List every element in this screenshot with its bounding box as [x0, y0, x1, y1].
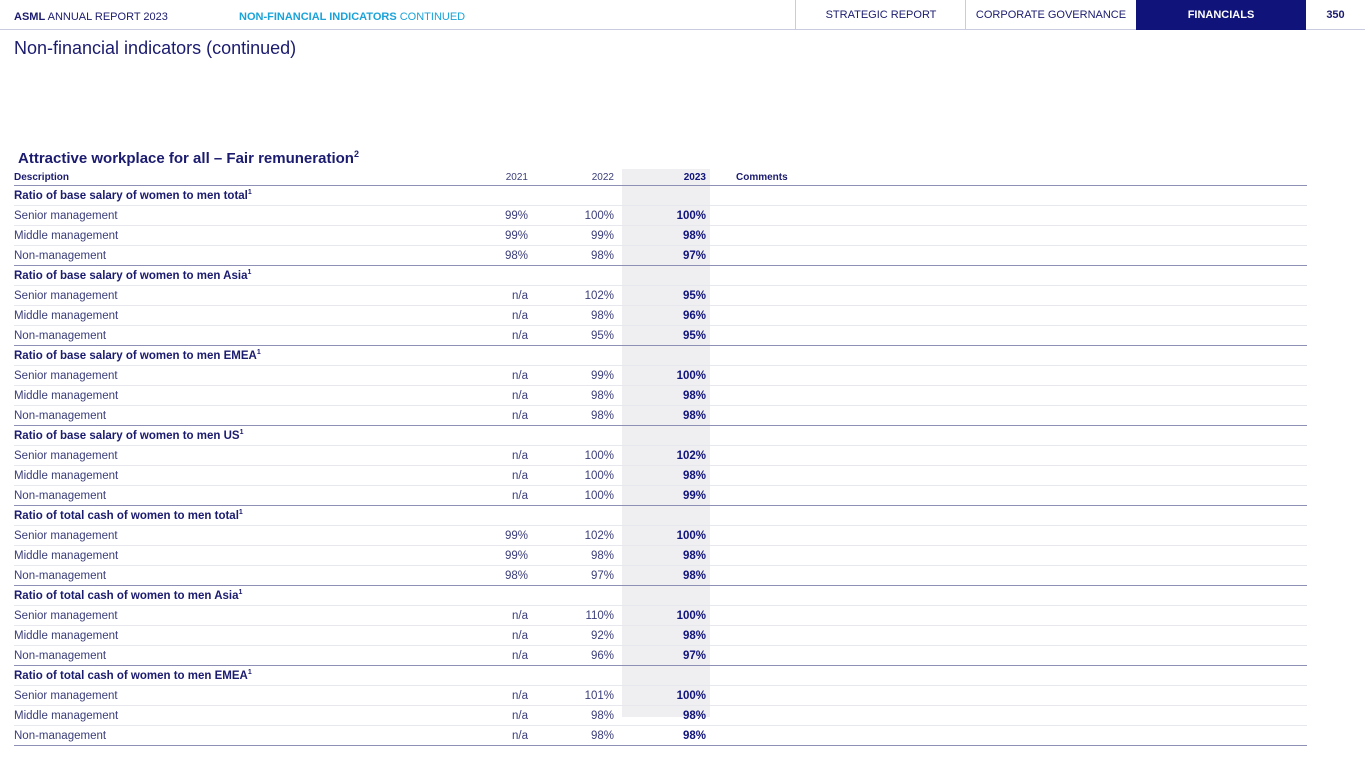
- comment-cell: [710, 226, 1307, 246]
- value-2021: n/a: [444, 706, 528, 726]
- empty-cell: [444, 346, 528, 366]
- table-row: [14, 306, 1307, 326]
- value-2022: 98%: [528, 386, 622, 406]
- comment-cell: [710, 686, 1307, 706]
- empty-cell: [444, 586, 528, 606]
- row-label: Middle management: [14, 306, 444, 326]
- value-2023: 98%: [622, 466, 710, 486]
- table-title-text: Attractive workplace for all – Fair remuneration: [18, 150, 354, 167]
- group-heading-text: Ratio of total cash of women to men Asia: [14, 589, 239, 602]
- comment-cell: [710, 526, 1307, 546]
- table-row: [14, 446, 1307, 466]
- group-heading: [14, 426, 444, 446]
- table-group-row: [14, 666, 1307, 686]
- row-label: Non-management: [14, 406, 444, 426]
- table-group-row: [14, 186, 1307, 206]
- table-group-row: [14, 586, 1307, 606]
- row-label: Senior management: [14, 446, 444, 466]
- group-heading: [14, 186, 444, 206]
- page-number: 350: [1326, 9, 1345, 21]
- value-2021: n/a: [444, 286, 528, 306]
- table-row: [14, 546, 1307, 566]
- value-2022: 102%: [528, 526, 622, 546]
- table-row: [14, 286, 1307, 306]
- table-row: [14, 206, 1307, 226]
- empty-cell: [622, 346, 710, 366]
- empty-cell: [710, 266, 1307, 286]
- comment-cell: [710, 286, 1307, 306]
- value-2021: 99%: [444, 206, 528, 226]
- value-2021: n/a: [444, 646, 528, 666]
- row-label: Senior management: [14, 526, 444, 546]
- column-header-comments: Comments: [710, 169, 1307, 186]
- table-row: [14, 466, 1307, 486]
- value-2023: 98%: [622, 626, 710, 646]
- value-2023: 100%: [622, 686, 710, 706]
- value-2022: 99%: [528, 226, 622, 246]
- group-heading-footnote: 1: [238, 589, 243, 597]
- value-2021: 98%: [444, 246, 528, 266]
- value-2022: 98%: [528, 546, 622, 566]
- value-2023: 97%: [622, 646, 710, 666]
- value-2022: 98%: [528, 726, 622, 746]
- group-heading-text: Ratio of base salary of women to men EMEA: [14, 349, 257, 362]
- value-2021: n/a: [444, 626, 528, 646]
- value-2021: 99%: [444, 226, 528, 246]
- row-label: Senior management: [14, 286, 444, 306]
- section-suffix: CONTINUED: [399, 11, 466, 23]
- comment-cell: [710, 606, 1307, 626]
- column-header-description: Description: [14, 169, 444, 186]
- row-label: Middle management: [14, 706, 444, 726]
- value-2023: 99%: [622, 486, 710, 506]
- value-2021: 99%: [444, 526, 528, 546]
- value-2023: 98%: [622, 566, 710, 586]
- table-group-row: [14, 506, 1307, 526]
- section-breadcrumb[interactable]: [239, 11, 465, 23]
- tab-strategic-report[interactable]: STRATEGIC REPORT: [795, 0, 966, 30]
- report-name: ANNUAL REPORT 2023: [47, 11, 168, 23]
- row-label: Middle management: [14, 626, 444, 646]
- table-body: [14, 169, 1307, 746]
- table-group-row: [14, 426, 1307, 446]
- empty-cell: [444, 506, 528, 526]
- value-2022: 95%: [528, 326, 622, 346]
- row-label: Non-management: [14, 726, 444, 746]
- value-2023: 100%: [622, 606, 710, 626]
- column-header-2021: 2021: [444, 169, 528, 186]
- row-label: Non-management: [14, 646, 444, 666]
- value-2022: 101%: [528, 686, 622, 706]
- value-2021: n/a: [444, 486, 528, 506]
- row-label: Middle management: [14, 546, 444, 566]
- value-2022: 110%: [528, 606, 622, 626]
- empty-cell: [528, 266, 622, 286]
- table-row: [14, 706, 1307, 726]
- group-heading-text: Ratio of total cash of women to men total: [14, 509, 239, 522]
- value-2022: 99%: [528, 366, 622, 386]
- group-heading-footnote: 1: [239, 429, 244, 437]
- value-2021: n/a: [444, 466, 528, 486]
- table-row: [14, 686, 1307, 706]
- group-heading-footnote: 1: [238, 509, 243, 517]
- tab-financials[interactable]: FINANCIALS: [1136, 0, 1306, 30]
- row-label: Non-management: [14, 246, 444, 266]
- tab-corporate-governance[interactable]: CORPORATE GOVERNANCE: [965, 0, 1136, 30]
- table-row: [14, 326, 1307, 346]
- empty-cell: [444, 266, 528, 286]
- table-row: [14, 526, 1307, 546]
- value-2022: 100%: [528, 486, 622, 506]
- comment-cell: [710, 486, 1307, 506]
- value-2022: 97%: [528, 566, 622, 586]
- column-header-2023: 2023: [622, 169, 710, 186]
- comment-cell: [710, 566, 1307, 586]
- value-2023: 98%: [622, 546, 710, 566]
- table-group-row: [14, 346, 1307, 366]
- column-header-2022: 2022: [528, 169, 622, 186]
- table-title-footnote: 2: [353, 149, 359, 159]
- group-heading-footnote: 1: [247, 669, 252, 677]
- value-2023: 100%: [622, 526, 710, 546]
- table-row: [14, 246, 1307, 266]
- empty-cell: [528, 346, 622, 366]
- empty-cell: [622, 266, 710, 286]
- empty-cell: [444, 426, 528, 446]
- value-2022: 98%: [528, 306, 622, 326]
- table-title: [18, 149, 359, 167]
- empty-cell: [622, 506, 710, 526]
- value-2021: n/a: [444, 406, 528, 426]
- group-heading: [14, 586, 444, 606]
- comment-cell: [710, 306, 1307, 326]
- row-label: Senior management: [14, 606, 444, 626]
- row-label: Middle management: [14, 386, 444, 406]
- table-row: [14, 566, 1307, 586]
- table-row: [14, 386, 1307, 406]
- table-row: [14, 626, 1307, 646]
- group-heading-footnote: 1: [247, 269, 252, 277]
- report-brand: [14, 11, 168, 23]
- value-2022: 92%: [528, 626, 622, 646]
- empty-cell: [710, 346, 1307, 366]
- remuneration-table: [14, 169, 1307, 746]
- value-2022: 100%: [528, 206, 622, 226]
- value-2022: 102%: [528, 286, 622, 306]
- value-2021: n/a: [444, 366, 528, 386]
- value-2022: 98%: [528, 406, 622, 426]
- row-label: Non-management: [14, 486, 444, 506]
- empty-cell: [528, 586, 622, 606]
- value-2021: n/a: [444, 326, 528, 346]
- comment-cell: [710, 246, 1307, 266]
- value-2023: 100%: [622, 206, 710, 226]
- row-label: Middle management: [14, 226, 444, 246]
- value-2023: 98%: [622, 706, 710, 726]
- top-navigation-bar: [0, 0, 1365, 30]
- table-row: [14, 366, 1307, 386]
- group-heading: [14, 346, 444, 366]
- table-row: [14, 226, 1307, 246]
- comment-cell: [710, 366, 1307, 386]
- value-2023: 95%: [622, 286, 710, 306]
- value-2023: 97%: [622, 246, 710, 266]
- empty-cell: [444, 186, 528, 206]
- comment-cell: [710, 646, 1307, 666]
- section-name: NON-FINANCIAL INDICATORS: [239, 11, 397, 23]
- value-2023: 96%: [622, 306, 710, 326]
- table-row: [14, 726, 1307, 746]
- empty-cell: [444, 666, 528, 686]
- row-label: Senior management: [14, 366, 444, 386]
- group-heading-text: Ratio of base salary of women to men US: [14, 429, 240, 442]
- empty-cell: [528, 186, 622, 206]
- value-2021: n/a: [444, 726, 528, 746]
- row-label: Senior management: [14, 686, 444, 706]
- value-2023: 98%: [622, 226, 710, 246]
- group-heading-footnote: 1: [247, 189, 252, 197]
- value-2023: 98%: [622, 386, 710, 406]
- empty-cell: [622, 586, 710, 606]
- row-label: Non-management: [14, 326, 444, 346]
- empty-cell: [710, 426, 1307, 446]
- comment-cell: [710, 546, 1307, 566]
- comment-cell: [710, 706, 1307, 726]
- comment-cell: [710, 466, 1307, 486]
- comment-cell: [710, 446, 1307, 466]
- empty-cell: [710, 186, 1307, 206]
- comment-cell: [710, 326, 1307, 346]
- value-2021: n/a: [444, 606, 528, 626]
- table-row: [14, 486, 1307, 506]
- value-2021: n/a: [444, 446, 528, 466]
- value-2022: 98%: [528, 706, 622, 726]
- group-heading-text: Ratio of base salary of women to men Asia: [14, 269, 248, 282]
- table-row: [14, 646, 1307, 666]
- group-heading: [14, 506, 444, 526]
- value-2021: n/a: [444, 306, 528, 326]
- value-2022: 100%: [528, 466, 622, 486]
- value-2022: 98%: [528, 246, 622, 266]
- group-heading-footnote: 1: [256, 349, 261, 357]
- empty-cell: [528, 506, 622, 526]
- comment-cell: [710, 386, 1307, 406]
- row-label: Middle management: [14, 466, 444, 486]
- value-2021: n/a: [444, 686, 528, 706]
- value-2021: 99%: [444, 546, 528, 566]
- empty-cell: [622, 426, 710, 446]
- value-2021: 98%: [444, 566, 528, 586]
- empty-cell: [528, 666, 622, 686]
- table-row: [14, 406, 1307, 426]
- group-heading: [14, 266, 444, 286]
- table-group-row: [14, 266, 1307, 286]
- comment-cell: [710, 726, 1307, 746]
- value-2023: 100%: [622, 366, 710, 386]
- group-heading: [14, 666, 444, 686]
- row-label: Senior management: [14, 206, 444, 226]
- value-2023: 98%: [622, 406, 710, 426]
- value-2021: n/a: [444, 386, 528, 406]
- value-2023: 102%: [622, 446, 710, 466]
- page-title: Non-financial indicators (continued): [14, 38, 297, 58]
- table-row: [14, 606, 1307, 626]
- group-heading-text: Ratio of total cash of women to men EMEA: [14, 669, 248, 682]
- empty-cell: [710, 666, 1307, 686]
- group-heading-text: Ratio of base salary of women to men total: [14, 189, 248, 202]
- empty-cell: [710, 506, 1307, 526]
- value-2023: 95%: [622, 326, 710, 346]
- empty-cell: [622, 186, 710, 206]
- comment-cell: [710, 406, 1307, 426]
- empty-cell: [710, 586, 1307, 606]
- comment-cell: [710, 626, 1307, 646]
- row-label: Non-management: [14, 566, 444, 586]
- value-2022: 100%: [528, 446, 622, 466]
- value-2023: 98%: [622, 726, 710, 746]
- empty-cell: [622, 666, 710, 686]
- value-2022: 96%: [528, 646, 622, 666]
- table-header-row: [14, 169, 1307, 186]
- comment-cell: [710, 206, 1307, 226]
- empty-cell: [528, 426, 622, 446]
- brand-name: ASML: [14, 11, 46, 23]
